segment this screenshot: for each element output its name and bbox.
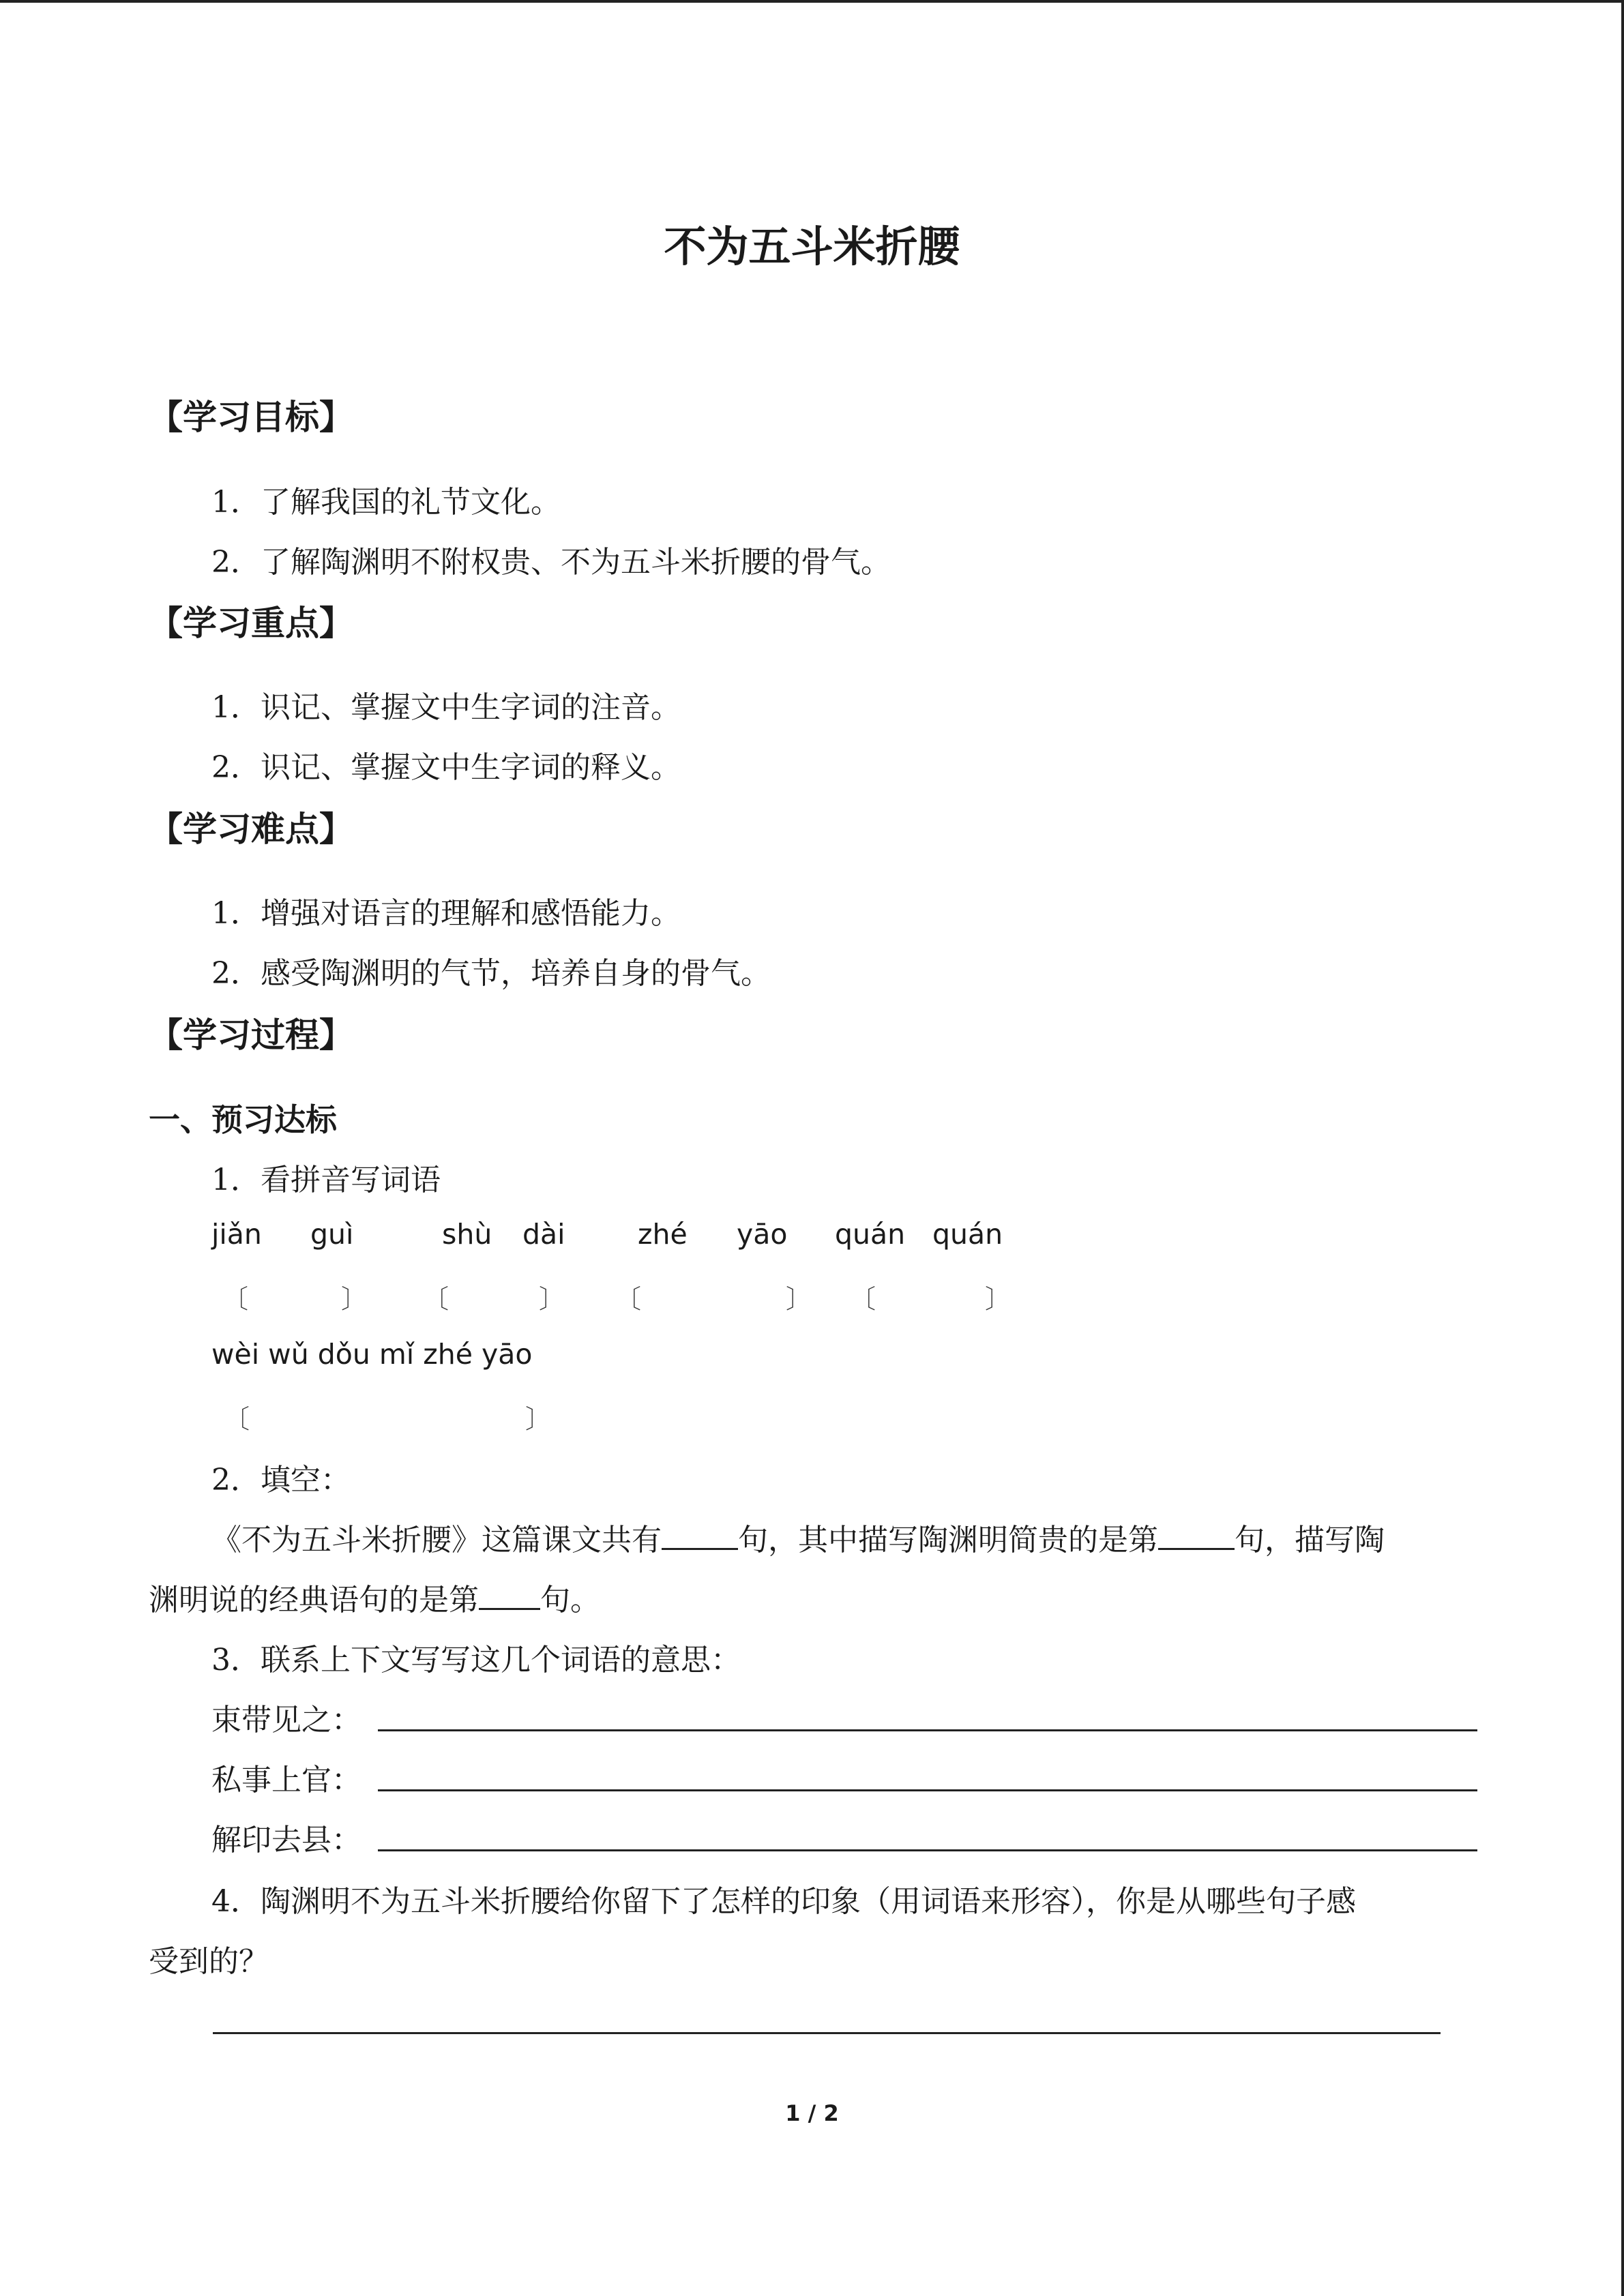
- q2-text-part-2: 句，其中描写陶渊明简贵的是第: [738, 1523, 1158, 1557]
- q2-text-part-5: 句。: [540, 1583, 600, 1617]
- preview-heading: 一、预习达标: [149, 1101, 337, 1138]
- q4-line-1: 4．陶渊明不为五斗米折腰给你留下了怎样的印象（用词语来形容），你是从哪些句子感: [211, 1884, 1356, 1919]
- section-heading-goals: 【学习目标】: [149, 398, 353, 437]
- pinyin-yao: yāo: [737, 1218, 788, 1251]
- answer-box-4-open: 〔: [850, 1284, 876, 1314]
- page-number: 1 / 2: [785, 2100, 839, 2126]
- pinyin-quan-1: quán: [835, 1218, 906, 1251]
- answer-box-1-close: 〕: [341, 1284, 368, 1314]
- fill-blank-2[interactable]: [1158, 1521, 1235, 1550]
- q2-text-part-1: 《不为五斗米折腰》这篇课文共有: [211, 1523, 662, 1557]
- section-heading-difficulties: 【学习难点】: [149, 809, 353, 849]
- q2-text-part-4: 渊明说的经典语句的是第: [149, 1583, 479, 1617]
- goal-item-1: 1．了解我国的礼节文化。: [211, 485, 561, 520]
- q2-text-part-3: 句，描写陶: [1235, 1523, 1385, 1557]
- key-point-item-2: 2．识记、掌握文中生字词的释义。: [211, 750, 681, 785]
- answer-box-1-open: 〔: [222, 1284, 249, 1314]
- difficulty-item-1: 1．增强对语言的理解和感悟能力。: [211, 896, 681, 931]
- q4-line-2: 受到的？: [149, 1944, 269, 1979]
- page-border-right: [1621, 0, 1624, 2296]
- answer-box-3-open: 〔: [615, 1284, 642, 1314]
- pinyin-dai: dài: [522, 1218, 565, 1251]
- term-label-1: 束带见之：: [211, 1703, 361, 1738]
- difficulty-item-2: 2．感受陶渊明的气节，培养自身的骨气。: [211, 956, 771, 991]
- section-heading-process: 【学习过程】: [149, 1015, 353, 1055]
- answer-line-4[interactable]: [213, 2032, 1441, 2034]
- answer-box-3-close: 〕: [786, 1284, 812, 1314]
- term-label-3: 解印去县：: [211, 1823, 361, 1858]
- answer-line-2[interactable]: [378, 1789, 1477, 1791]
- answer-box-5-open: 〔: [224, 1404, 250, 1434]
- fill-blank-1[interactable]: [662, 1521, 738, 1550]
- fill-blank-3[interactable]: [479, 1581, 540, 1610]
- section-heading-key-points: 【学习重点】: [149, 603, 353, 643]
- page-title: 不为五斗米折腰: [664, 222, 960, 271]
- key-point-item-1: 1．识记、掌握文中生字词的注音。: [211, 690, 681, 725]
- page-border-top: [0, 0, 1624, 3]
- q1-label: 1．看拼音写词语: [211, 1163, 441, 1197]
- answer-line-3[interactable]: [378, 1849, 1477, 1851]
- pinyin-row-2: wèi wǔ dǒu mǐ zhé yāo: [211, 1338, 533, 1371]
- answer-box-5-close: 〕: [525, 1404, 552, 1434]
- q3-label: 3．联系上下文写写这几个词语的意思：: [211, 1643, 741, 1678]
- pinyin-gui: guì: [310, 1218, 354, 1251]
- pinyin-shu: shù: [442, 1218, 492, 1251]
- pinyin-quan-2: quán: [932, 1218, 1003, 1251]
- answer-box-2-open: 〔: [423, 1284, 449, 1314]
- q2-label: 2．填空：: [211, 1463, 351, 1497]
- answer-box-2-close: 〕: [539, 1284, 565, 1314]
- q2-line-2: [149, 1575, 600, 1619]
- pinyin-jian: jiǎn: [211, 1218, 262, 1251]
- term-label-2: 私事上官：: [211, 1763, 361, 1798]
- goal-item-2: 2．了解陶渊明不附权贵、不为五斗米折腰的骨气。: [211, 545, 891, 580]
- answer-line-1[interactable]: [378, 1729, 1477, 1731]
- q2-line-1: [211, 1515, 1385, 1559]
- pinyin-zhe: zhé: [638, 1218, 688, 1251]
- answer-box-4-close: 〕: [985, 1284, 1012, 1314]
